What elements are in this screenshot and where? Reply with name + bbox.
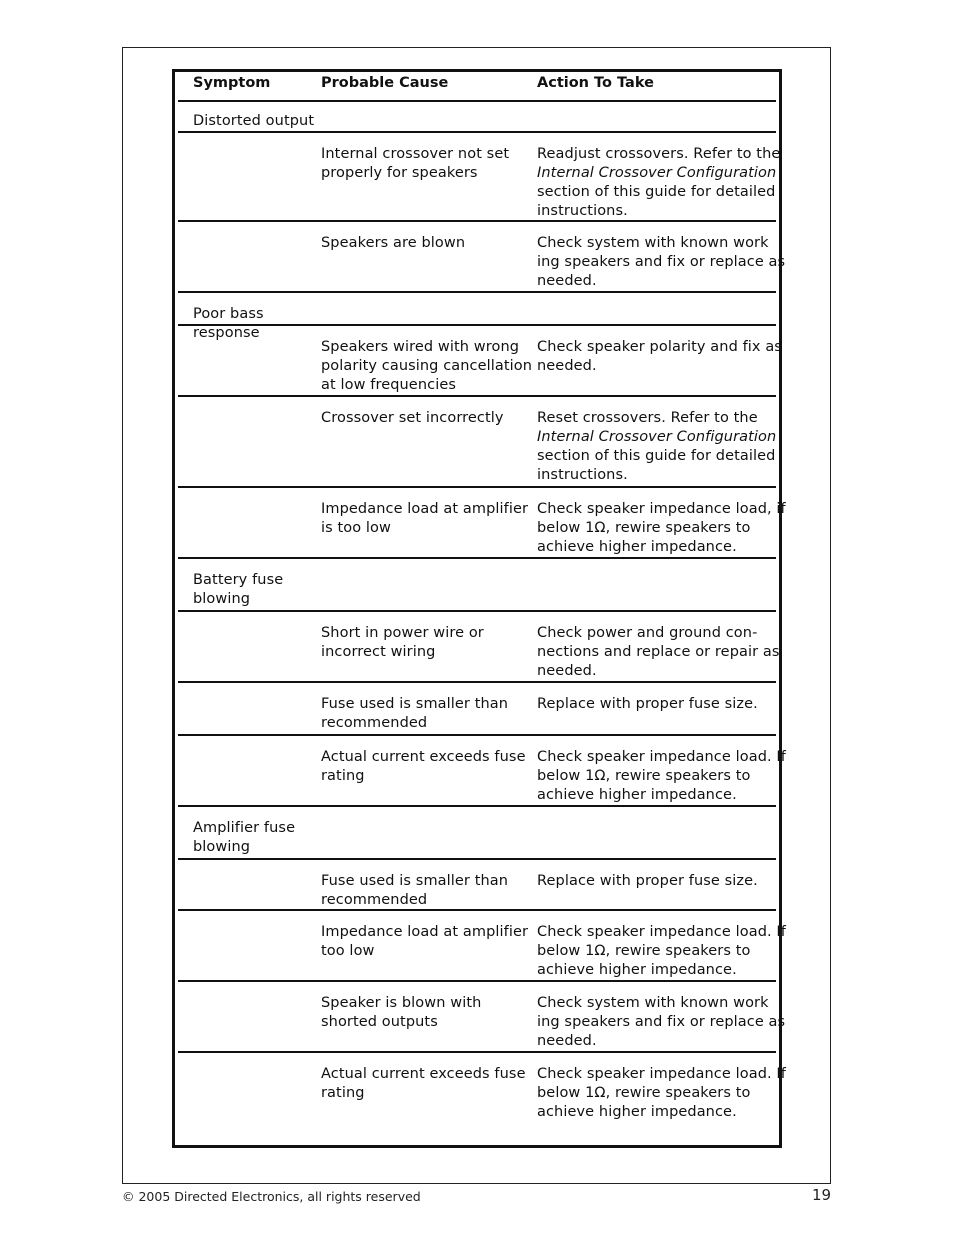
symptom-cell: Poor bass response [193, 306, 264, 341]
action-reference-title: Internal Crossover Configuration [537, 429, 777, 445]
header-probable-cause: Probable Cause [321, 75, 449, 91]
action-text: Check speaker impedance load, if below 1Ω, rewire speakers to achieve higher impedance. [537, 501, 786, 555]
action-text: Check speaker impedance load. If below 1Ω, rewire speakers to achieve higher impedance. [537, 924, 786, 978]
cause-cell: Actual current exceeds fuse rating [321, 1066, 526, 1101]
table-row [178, 807, 776, 860]
action-text: Check speaker impedance load. If below 1Ω, rewire speakers to achieve higher impedance. [537, 749, 786, 803]
header-symptom: Symptom [193, 75, 271, 91]
cause-cell: Speakers are blown [321, 235, 466, 251]
action-text: Reset crossovers. Refer to the [537, 410, 758, 426]
action-cell [537, 624, 787, 681]
action-cell [537, 234, 787, 291]
action-text: Check speaker polarity and fix as needed. [537, 339, 782, 374]
action-cell [537, 338, 787, 376]
page-number: 19 [812, 1186, 832, 1204]
action-reference-title: Internal Crossover Configuration [537, 165, 777, 181]
cause-cell: Impedance load at amplifier too low [321, 924, 529, 959]
action-cell [537, 145, 787, 221]
table-row [178, 559, 776, 612]
table-row [178, 293, 776, 341]
cause-cell: Crossover set incorrectly [321, 410, 504, 426]
copyright-notice: © 2005 Directed Electronics, all rights reserved [122, 1189, 421, 1204]
action-cell [537, 1065, 787, 1122]
cause-cell: Internal crossover not set properly for speakers [321, 146, 510, 181]
cause-cell: Actual current exceeds fuse rating [321, 749, 526, 784]
table-row [178, 222, 786, 293]
action-text-continued: section of this guide for detailed instructions. [537, 184, 776, 219]
action-cell [537, 872, 787, 891]
action-text: Readjust crossovers. Refer to the [537, 146, 781, 162]
table-row [178, 488, 786, 559]
action-cell [537, 500, 787, 557]
symptom-cell: Battery fuse blowing [193, 572, 284, 607]
cause-cell: Fuse used is smaller than recommended [321, 873, 509, 908]
table-row [178, 911, 786, 982]
table-row [178, 397, 776, 488]
table-row [178, 683, 776, 736]
table-row [178, 612, 780, 683]
action-cell [537, 994, 787, 1051]
action-text: Check system with known work ing speakers and fix or replace as needed. [537, 995, 786, 1049]
action-text-continued: section of this guide for detailed instructions. [537, 448, 776, 483]
header-action-to-take: Action To Take [537, 75, 654, 91]
cause-cell: Speaker is blown with shorted outputs [321, 995, 482, 1030]
table-row [178, 736, 786, 807]
symptom-cell: Amplifier fuse blowing [193, 820, 296, 855]
action-cell [537, 748, 787, 805]
cause-cell: Speakers wired with wrong polarity causing cancellation at low frequencies [321, 339, 533, 393]
table-row [178, 100, 776, 133]
action-text: Check system with known work ing speakers and fix or replace as needed. [537, 235, 786, 289]
action-cell [537, 409, 787, 485]
table-row [178, 326, 782, 397]
cause-cell: Short in power wire or incorrect wiring [321, 625, 484, 660]
troubleshooting-table [172, 69, 786, 1148]
action-cell [537, 923, 787, 980]
table-row [178, 133, 781, 222]
action-text: Check power and ground con- nections and replace or repair as needed. [537, 625, 780, 679]
symptom-cell: Distorted output [193, 113, 315, 129]
action-text: Replace with proper fuse size. [537, 696, 758, 712]
action-text: Check speaker impedance load. If below 1Ω, rewire speakers to achieve higher impedance. [537, 1066, 786, 1120]
table-header [178, 72, 776, 102]
table-row [178, 860, 776, 911]
table-row [178, 982, 786, 1053]
action-text: Replace with proper fuse size. [537, 873, 758, 889]
table-row [178, 1053, 786, 1148]
cause-cell: Fuse used is smaller than recommended [321, 696, 509, 731]
cause-cell: Impedance load at amplifier is too low [321, 501, 529, 536]
action-cell [537, 695, 787, 714]
